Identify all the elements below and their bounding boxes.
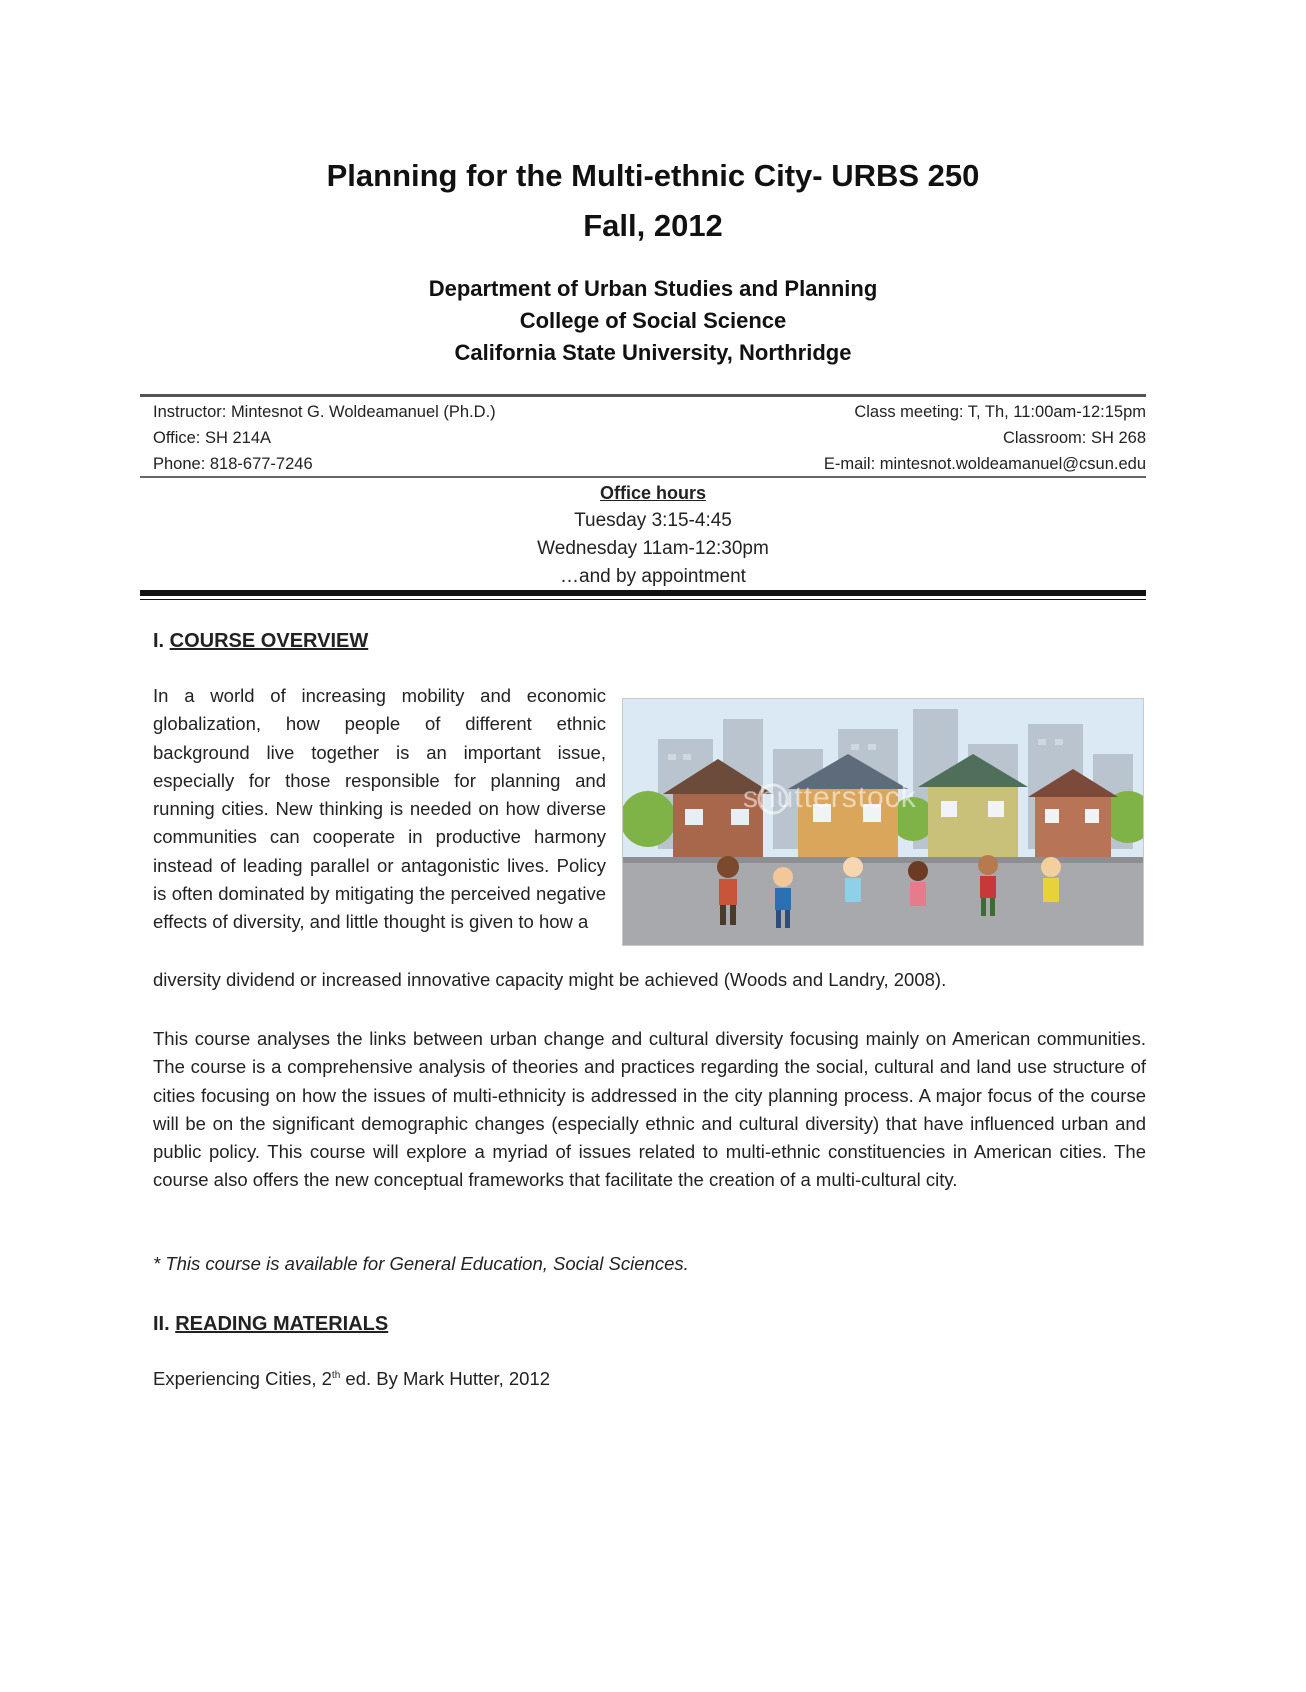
edition-superscript: th [331, 1369, 341, 1381]
office-hours-line: Wednesday 11am-12:30pm [537, 538, 769, 559]
ge-note: * This course is available for General Education, Social Sciences. [153, 1253, 689, 1274]
section-heading-overview [153, 630, 368, 653]
class-info [824, 399, 1146, 477]
section-number: I. [153, 630, 170, 652]
section-number: II. [153, 1313, 176, 1335]
book-title: Experiencing Cities, 2 [153, 1368, 332, 1389]
course-term: Fall, 2012 [583, 208, 723, 243]
overview-paragraph-wrapped: In a world of increasing mobility and economic globalization, how people of different ethnic background live together is an important issue, especially for those responsible for planning and running cities. New thinking is needed on how diverse communities can cooperate in productive harmony instead of leading parallel or antagonistic lives. Policy is often dominated by mitigating the perceived negative effects of diversity, and little thought is given to how a [153, 685, 606, 933]
classroom: Classroom: SH 268 [1002, 429, 1146, 447]
reading-material-item [153, 1368, 550, 1390]
top-divider [140, 394, 1146, 397]
book-author: ed. By Mark Hutter, 2012 [340, 1368, 551, 1389]
office-location: Office: SH 214A [153, 429, 272, 447]
email-address: E-mail: mintesnot.woldeamanuel@csun.edu [823, 455, 1146, 473]
section-title: COURSE OVERVIEW [169, 630, 369, 652]
overview-paragraph-last-line: diversity dividend or increased innovative capacity might be achieved (Woods and Landry, 2008). [153, 969, 947, 990]
phone-number: Phone: 818-677-7246 [153, 455, 313, 473]
office-hours-title: Office hours [599, 483, 706, 503]
college-name: College of Social Science [519, 308, 787, 333]
class-meeting: Class meeting: T, Th, 11:00am-12:15pm [854, 403, 1146, 421]
instructor-name: Instructor: Mintesnot G. Woldeamanuel (Ph.D.) [153, 403, 496, 421]
office-hours-line: …and by appointment [560, 566, 746, 587]
middle-divider [140, 476, 1146, 478]
thick-divider [140, 590, 1146, 596]
section-title: READING MATERIALS [175, 1313, 389, 1335]
office-hours-line: Tuesday 3:15-4:45 [574, 510, 732, 531]
overview-paragraph-2: This course analyses the links between urban change and cultural diversity focusing mainly on American communities. The course is a comprehensive analysis of theories and practices regarding the social, cultural and land use structure of cities focusing on how the issues of multi-ethnicity is addressed in the city planning process. A major focus of the course will be on the significant demographic changes (especially ethnic and cultural diversity) that have influenced urban and public policy. This course will explore a myriad of issues related to multi-ethnic constituencies in American cities. The course also offers the new conceptual frameworks that facilitate the creation of a multi-cultural city. [153, 1028, 1146, 1191]
thin-divider [140, 599, 1146, 600]
section-heading-reading [153, 1313, 388, 1336]
department-name: Department of Urban Studies and Planning [428, 276, 878, 301]
office-hours [0, 479, 1306, 591]
university-name: California State University, Northridge [454, 340, 852, 365]
instructor-info [153, 399, 496, 477]
stock-watermark: shutterstock [743, 781, 917, 814]
course-title: Planning for the Multi-ethnic City- URBS 250 [326, 158, 980, 193]
diverse-children-city-illustration [622, 698, 1144, 946]
